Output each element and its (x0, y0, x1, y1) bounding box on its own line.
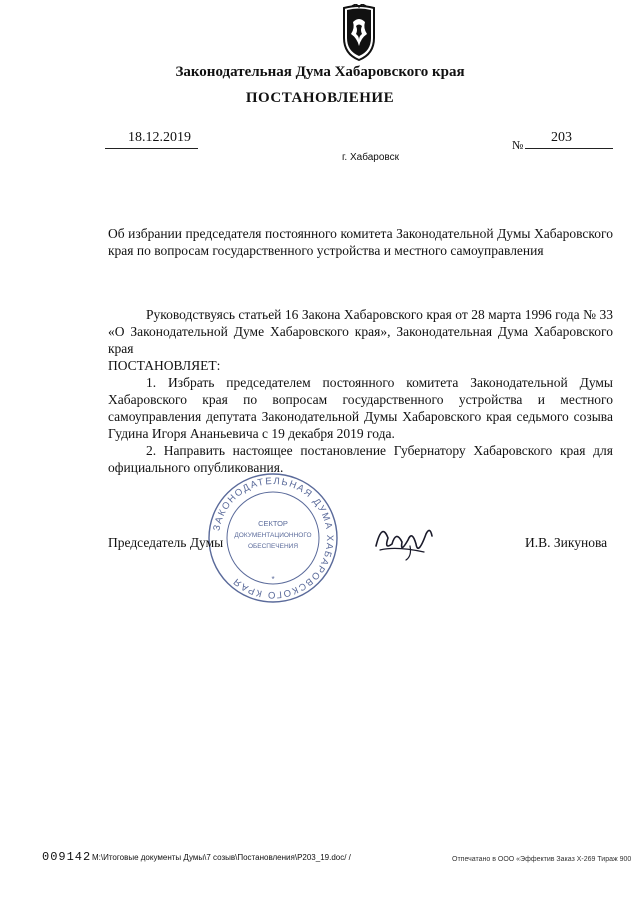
number-sign: № (512, 138, 524, 152)
document-body (108, 306, 613, 476)
document-date: 18.12.2019 (128, 130, 191, 145)
stamp-center-line-3: ОБЕСПЕЧЕНИЯ (247, 543, 299, 550)
document-subject: Об избрании председателя постоянного комитета Законодательной Думы Хабаровского края по вопросам государственного устройства и местного самоуправления (108, 226, 613, 258)
official-stamp (205, 470, 341, 606)
resolves-heading: ПОСТАНОВЛЯЕТ: (108, 358, 221, 373)
registration-number: 009142 (42, 850, 92, 864)
number-underline (525, 148, 613, 149)
document-type-title: ПОСТАНОВЛЕНИЕ (245, 90, 395, 106)
date-underline (105, 148, 198, 149)
signatory-name: И.В. Зикунова (525, 535, 608, 550)
stamp-center-line-1: СЕКТОР (258, 519, 288, 528)
stamp-star: * (271, 575, 275, 584)
stamp-ring-text: ЗАКОНОДАТЕЛЬНАЯ ДУМА ХАБАРОВСКОГО КРАЯ (211, 475, 336, 601)
document-number: 203 (551, 130, 572, 145)
organization-title: Законодательная Дума Хабаровского края (175, 64, 465, 80)
signatory-title: Председатель Думы (108, 535, 224, 550)
file-path: M:\Итоговые документы Думы\7 созыв\Постановления\Р203_19.doc/ / (92, 853, 351, 862)
printing-note: Отпечатано в ООО «Эффектив Заказ Х-269 Тираж 900 (452, 856, 632, 863)
stamp-center-line-2: ДОКУМЕНТАЦИОННОГО (234, 532, 312, 539)
document-city: г. Хабаровск (342, 152, 399, 163)
resolution-item-2: 2. Направить настоящее постановление Губернатору Хабаровского края для официального опубликования. (108, 443, 613, 475)
preamble-paragraph: Руководствуясь статьей 16 Закона Хабаровского края от 28 марта 1996 года № 33 «О Законодательной Думе Хабаровского края», Законодательная Дума Хабаровского края (108, 307, 613, 356)
handwritten-signature (372, 516, 436, 562)
resolution-item-1: 1. Избрать председателем постоянного комитета Законодательной Думы Хабаровского края по вопросам государственного устройства и местного самоуправления депутата Законодательной Думы Хабаровского края седьмого созыва Гудина Игоря Ананьевича с 19 декабря 2019 года. (108, 375, 613, 441)
coat-of-arms-emblem (338, 4, 380, 62)
